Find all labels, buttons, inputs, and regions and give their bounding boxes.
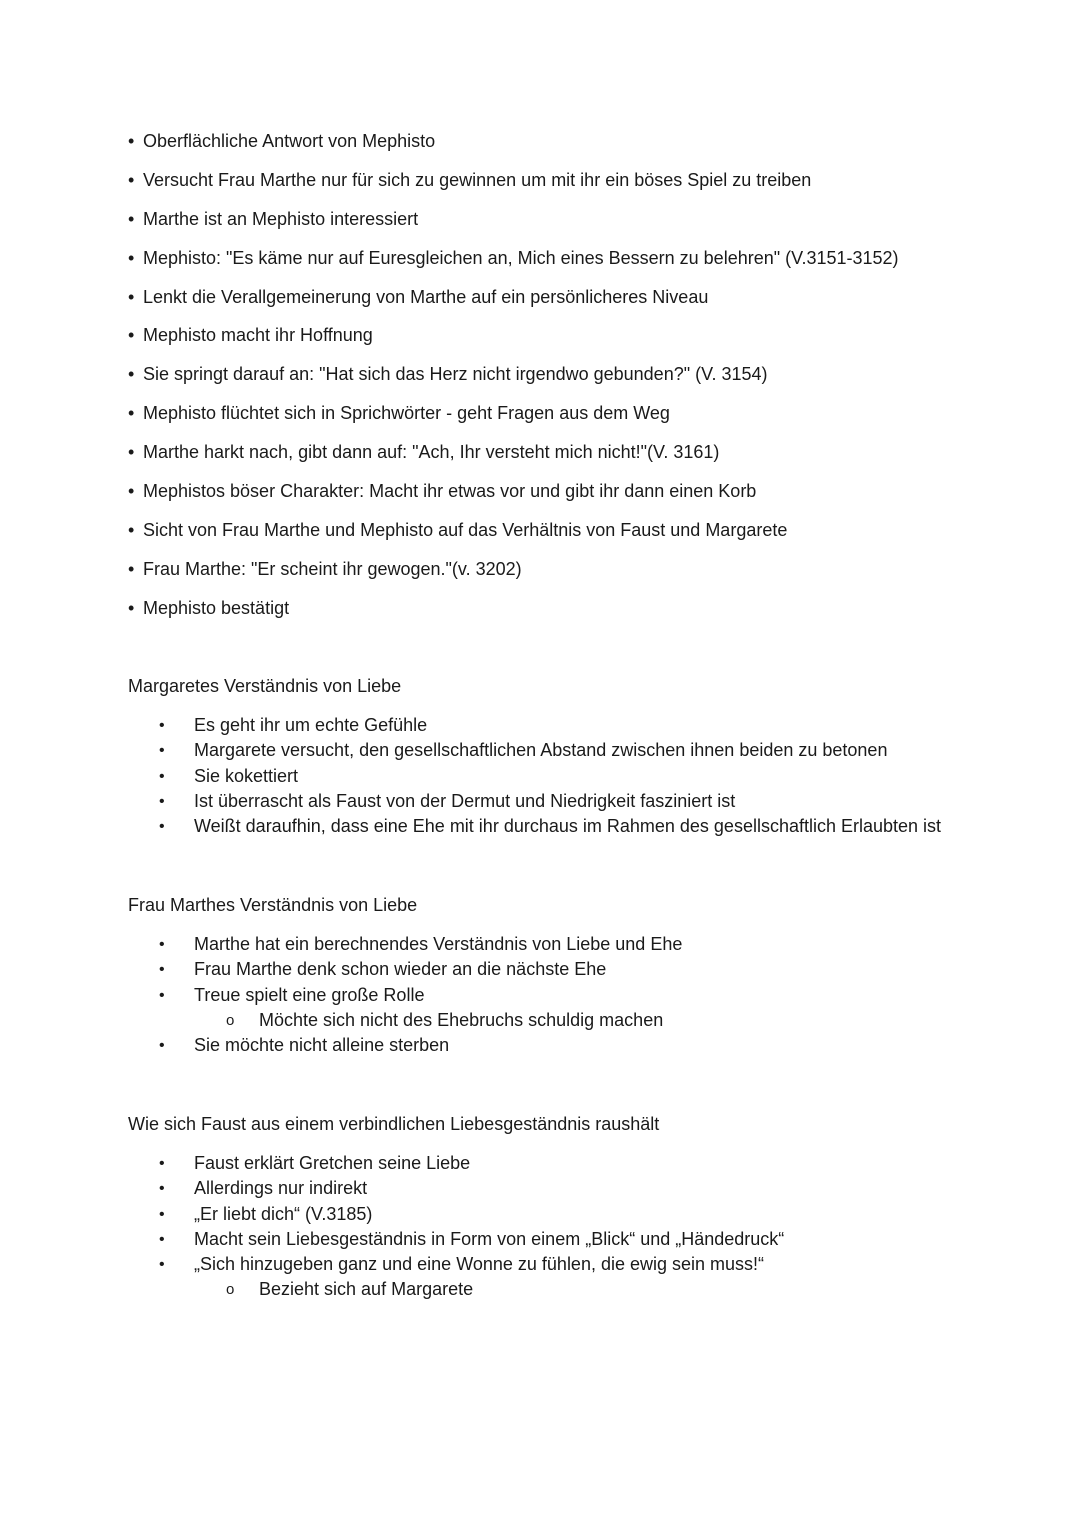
list-item [128, 983, 1028, 1008]
list-item [128, 167, 899, 206]
list-item [128, 284, 899, 323]
list-item-text: „Er liebt dich“ (V.3185) [194, 1203, 373, 1224]
list-item-text: Sicht von Frau Marthe und Mephisto auf das Verhältnis von Faust und Margarete [143, 519, 788, 540]
list-item [128, 361, 899, 400]
list-item-text: Mephisto: "Es käme nur auf Euresgleichen an, Mich eines Bessern zu belehren" (V.3151-3152) [143, 247, 899, 268]
list-item-text: Treue spielt eine große Rolle [194, 984, 425, 1005]
list-item [128, 789, 1028, 814]
section-heading: Wie sich Faust aus einem verbindlichen Liebesgeständnis raushält [128, 1114, 660, 1134]
list-item-text: Sie möchte nicht alleine sterben [194, 1035, 450, 1056]
circle-bullet-icon: o [226, 1281, 235, 1299]
list-item-text: Es geht ihr um echte Gefühle [194, 715, 428, 735]
list-item-text: Frau Marthe: "Er scheint ihr gewogen."(v. 3202) [143, 558, 522, 579]
list-subitem [128, 1277, 1028, 1302]
bullet-icon: • [159, 1230, 165, 1248]
list-item [128, 1227, 1028, 1252]
bullet-icon: • [159, 717, 165, 734]
list-item [128, 738, 1028, 763]
list-item-text: Marthe ist an Mephisto interessiert [143, 208, 419, 229]
bullet-icon: • [128, 325, 135, 346]
bullet-icon: • [128, 131, 135, 151]
list-item [128, 206, 899, 245]
bullet-icon: • [159, 767, 165, 785]
bullet-list [128, 713, 1028, 839]
bullet-icon: • [128, 403, 135, 424]
list-item [128, 957, 1028, 982]
list-item-text: Mephisto bestätigt [143, 597, 290, 618]
list-item [128, 517, 899, 556]
section-faust [128, 1111, 1028, 1303]
list-item-text: Weißt daraufhin, dass eine Ehe mit ihr durchaus im Rahmen des gesellschaftlich Erlaubten ist [194, 816, 942, 837]
list-item-text: Faust erklärt Gretchen seine Liebe [194, 1153, 471, 1173]
list-item-text: Oberflächliche Antwort von Mephisto [143, 131, 436, 151]
bullet-icon: • [159, 742, 165, 760]
list-item [128, 595, 899, 634]
section-heading: Margaretes Verständnis von Liebe [128, 676, 402, 696]
bullet-icon: • [128, 558, 135, 579]
list-item-text: Margarete versucht, den gesellschaftlichen Abstand zwischen ihnen beiden zu betonen [194, 740, 888, 761]
bullet-icon: • [159, 1155, 165, 1172]
list-item-text: Lenkt die Verallgemeinerung von Marthe auf ein persönlicheres Niveau [143, 286, 709, 307]
bullet-icon: • [159, 1180, 165, 1198]
bullet-icon: • [128, 169, 135, 190]
section-marthe [128, 892, 1028, 1058]
list-item-text: Ist überrascht als Faust von der Dermut und Niedrigkeit fasziniert ist [194, 790, 736, 811]
bullet-icon: • [128, 364, 135, 385]
bullet-icon: • [159, 1205, 165, 1223]
list-item [128, 128, 899, 167]
bullet-icon: • [159, 1256, 165, 1274]
bullet-list [128, 1151, 1028, 1303]
bullet-icon: • [159, 792, 165, 810]
bullet-icon: • [128, 208, 135, 229]
list-item [128, 1176, 1028, 1201]
list-item-text: Allerdings nur indirekt [194, 1178, 368, 1199]
list-item-text: Möchte sich nicht des Ehebruchs schuldig machen [259, 1009, 664, 1030]
list-item-text: Marthe hat ein berechnendes Verständnis von Liebe und Ehe [194, 934, 683, 954]
list-item [128, 1151, 1028, 1176]
list-item-text: „Sich hinzugeben ganz und eine Wonne zu fühlen, die ewig sein muss!“ [194, 1254, 765, 1275]
bullet-icon: • [128, 286, 135, 307]
bullet-icon: • [159, 961, 165, 979]
list-item-text: Mephistos böser Charakter: Macht ihr etwas vor und gibt ihr dann einen Korb [143, 481, 757, 502]
list-item [128, 1202, 1028, 1227]
bullet-icon: • [159, 818, 165, 836]
list-item-text: Marthe harkt nach, gibt dann auf: "Ach, Ihr versteht mich nicht!"(V. 3161) [143, 442, 720, 463]
bullet-icon: • [128, 597, 135, 618]
list-item [128, 1252, 1028, 1277]
list-item [128, 322, 899, 361]
bullet-icon: • [159, 936, 165, 953]
bullet-icon: • [128, 247, 135, 268]
list-item-text: Bezieht sich auf Margarete [259, 1279, 474, 1300]
circle-bullet-icon: o [226, 1011, 235, 1029]
bullet-list [128, 932, 1028, 1058]
bullet-icon: • [128, 519, 135, 540]
list-item [128, 439, 899, 478]
list-item [128, 713, 1028, 738]
section-margarete [128, 673, 1028, 839]
list-item-text: Macht sein Liebesgeständnis in Form von einem „Blick“ und „Händedruck“ [194, 1228, 785, 1249]
list-item [128, 478, 899, 517]
bullet-icon: • [159, 1037, 165, 1055]
top-bullet-list [128, 128, 899, 634]
list-item [128, 932, 1028, 957]
list-item [128, 400, 899, 439]
list-item-text: Versucht Frau Marthe nur für sich zu gewinnen um mit ihr ein böses Spiel zu treiben [143, 169, 812, 190]
bullet-icon: • [159, 986, 165, 1004]
list-item-text: Frau Marthe denk schon wieder an die nächste Ehe [194, 959, 607, 980]
list-item [128, 1033, 1028, 1058]
section-heading: Frau Marthes Verständnis von Liebe [128, 895, 418, 915]
list-item-text: Sie kokettiert [194, 765, 299, 786]
list-subitem [128, 1008, 1028, 1033]
list-item-text: Sie springt darauf an: "Hat sich das Herz nicht irgendwo gebunden?" (V. 3154) [143, 364, 768, 385]
list-item [128, 764, 1028, 789]
bullet-icon: • [128, 442, 135, 463]
list-item [128, 556, 899, 595]
list-item-text: Mephisto macht ihr Hoffnung [143, 325, 373, 346]
list-item [128, 245, 899, 284]
bullet-icon: • [128, 481, 135, 502]
list-item [128, 814, 1028, 839]
list-item-text: Mephisto flüchtet sich in Sprichwörter - geht Fragen aus dem Weg [143, 403, 670, 424]
